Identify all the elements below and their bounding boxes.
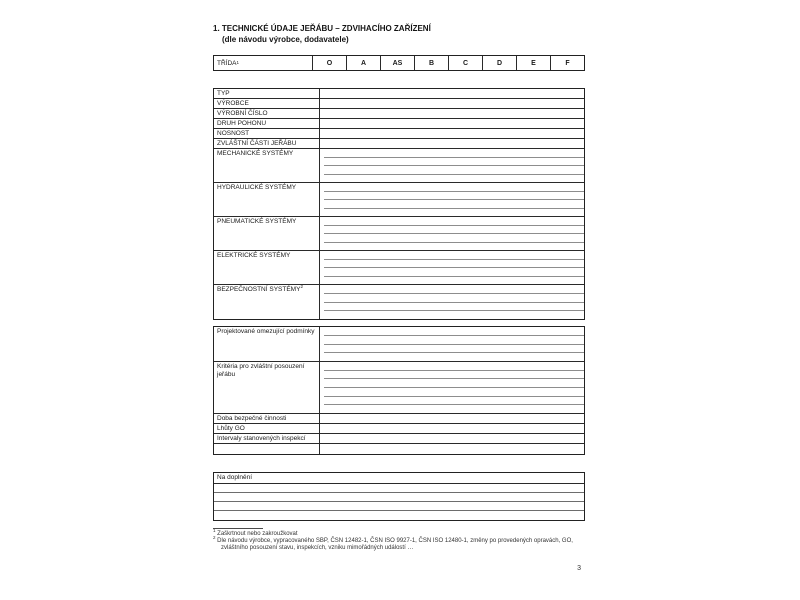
write-line — [324, 371, 584, 380]
row-label: DRUH POHONU — [214, 119, 320, 128]
row-value-area — [320, 424, 584, 433]
row-label: Projektované omezující podmínky — [214, 327, 320, 361]
write-line — [324, 285, 584, 294]
row-label: MECHANICKÉ SYSTÉMY — [214, 149, 320, 182]
row-value-area — [320, 129, 584, 138]
write-line — [324, 192, 584, 201]
class-cell: E — [517, 56, 551, 70]
write-line — [324, 234, 584, 243]
write-line — [324, 226, 584, 235]
row-label: VÝROBCE — [214, 99, 320, 108]
write-line — [214, 484, 584, 493]
write-line — [320, 209, 584, 217]
class-cell: D — [483, 56, 517, 70]
write-line — [324, 166, 584, 175]
row-label: Lhůty GO — [214, 424, 320, 433]
table-row — [214, 89, 584, 99]
table-row — [214, 414, 584, 424]
page-title: 1. TECHNICKÉ ÚDAJE JEŘÁBU – ZDVIHACÍHO ZAŘÍZENÍ — [213, 24, 431, 33]
footnote-1: $^1$ Zaškrtnout nebo zakroužkovat — [213, 528, 298, 537]
limits-table — [213, 326, 585, 455]
row-value-area — [320, 251, 584, 284]
write-line — [324, 388, 584, 397]
row-value-area — [320, 109, 584, 118]
table-row — [214, 119, 584, 129]
write-line — [324, 183, 584, 192]
class-cell: F — [565, 59, 570, 67]
row-label — [214, 444, 320, 454]
write-line — [214, 511, 584, 520]
row-label: Intervaly stanovených inspekcí — [214, 434, 320, 443]
write-line — [324, 379, 584, 388]
write-line — [320, 277, 584, 285]
class-cell: C — [449, 56, 483, 70]
write-line — [324, 294, 584, 303]
write-line — [320, 444, 584, 454]
row-label: HYDRAULICKÉ SYSTÉMY — [214, 183, 320, 216]
footnote-2: $^2$ Dle návodu výrobce, vypracovaného SBP, ČSN 12482-1, ČSN ISO 9927-1, ČSN ISO 12480-1, změny po provedených opravách, GO, zvláštního posouzení stavu, inspekcích, vzniku mimořádných událostí … — [213, 535, 573, 551]
row-value-area — [320, 149, 584, 182]
write-line — [320, 353, 584, 361]
table-row — [214, 183, 584, 217]
row-value-area — [320, 139, 584, 148]
write-line — [320, 99, 584, 108]
table-row — [214, 129, 584, 139]
row-value-area — [320, 183, 584, 216]
table-row — [214, 99, 584, 109]
row-value-area — [320, 414, 584, 423]
write-line — [320, 405, 584, 413]
row-label: TYP — [214, 89, 320, 98]
table-row — [214, 362, 584, 414]
row-value-area — [320, 217, 584, 250]
write-line — [320, 109, 584, 118]
write-line — [214, 493, 584, 502]
table-row — [214, 217, 584, 251]
class-cell: O — [313, 56, 347, 70]
write-line — [320, 414, 584, 423]
class-table — [213, 55, 585, 71]
write-line — [324, 217, 584, 226]
write-line — [320, 243, 584, 251]
write-line — [324, 251, 584, 260]
write-line — [324, 303, 584, 312]
row-value-area — [320, 434, 584, 443]
footnote-divider — [213, 528, 263, 529]
write-line — [320, 175, 584, 183]
table-row — [214, 139, 584, 149]
write-line — [324, 268, 584, 277]
row-label: ELEKTRICKÉ SYSTÉMY — [214, 251, 320, 284]
write-line — [324, 327, 584, 336]
row-label: VÝROBNÍ ČÍSLO — [214, 109, 320, 118]
row-label: PNEUMATICKÉ SYSTÉMY — [214, 217, 320, 250]
form-page — [213, 0, 585, 600]
write-line — [324, 260, 584, 269]
row-value-area — [320, 89, 584, 98]
technical-data-table — [213, 88, 585, 320]
write-line — [320, 89, 584, 98]
write-line — [320, 424, 584, 433]
table-row — [214, 424, 584, 434]
supplement-header: Na doplnění — [214, 473, 584, 484]
table-row — [214, 434, 584, 444]
row-label: NOSNOST — [214, 129, 320, 138]
write-line — [214, 502, 584, 511]
write-line — [320, 311, 584, 319]
write-line — [324, 397, 584, 406]
supplement-table — [213, 472, 585, 521]
row-label: Kritéria pro zvláštní posouzení jeřábu — [214, 362, 320, 413]
write-line — [324, 158, 584, 167]
page-number: 3 — [577, 565, 581, 572]
row-value-area — [320, 119, 584, 128]
table-row — [214, 327, 584, 362]
row-value-area — [320, 362, 584, 413]
table-row — [214, 444, 584, 454]
class-table-label: TŘÍDA 1 — [214, 56, 313, 70]
write-line — [324, 362, 584, 371]
write-line — [324, 149, 584, 158]
class-cell: A — [347, 56, 381, 70]
page-subtitle: (dle návodu výrobce, dodavatele) — [222, 35, 349, 44]
write-line — [320, 434, 584, 443]
class-cell: AS — [381, 56, 415, 70]
row-label: ZVLÁŠTNÍ ČÁSTI JEŘÁBU — [214, 139, 320, 148]
table-row — [214, 285, 584, 319]
row-label: BEZPEČNOSTNÍ SYSTÉMY$^2$ — [214, 285, 320, 319]
write-line — [320, 129, 584, 138]
write-line — [320, 139, 584, 148]
write-line — [324, 336, 584, 345]
row-value-area — [320, 327, 584, 361]
class-cell: B — [415, 56, 449, 70]
footnotes — [213, 528, 585, 552]
row-value-area — [320, 285, 584, 319]
row-value-area — [320, 99, 584, 108]
table-row — [214, 109, 584, 119]
table-row — [214, 251, 584, 285]
write-line — [324, 345, 584, 354]
row-label: Doba bezpečné činnosti — [214, 414, 320, 423]
write-line — [320, 119, 584, 128]
write-line — [324, 200, 584, 209]
row-value-area — [320, 444, 584, 454]
table-row — [214, 149, 584, 183]
